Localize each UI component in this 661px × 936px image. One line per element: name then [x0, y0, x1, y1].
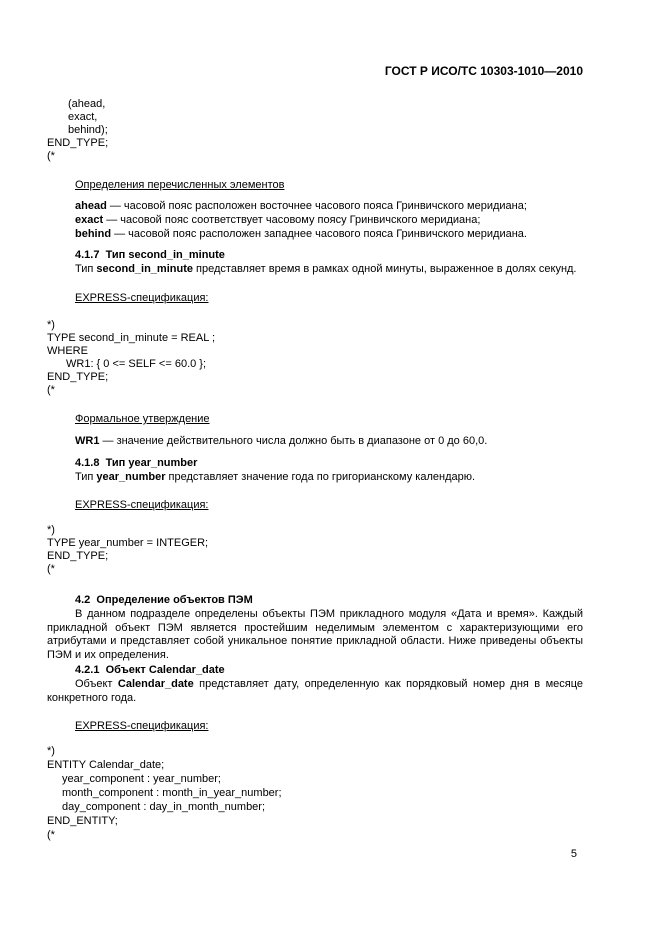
enum-def [75, 214, 480, 227]
section-heading: 4.2 Определение объектов ПЭМ [75, 594, 253, 606]
express-label: EXPRESS-спецификация: [75, 720, 209, 732]
code-line: *) [47, 745, 55, 757]
code-line: END_TYPE; [47, 550, 109, 562]
code-line: behind); [68, 124, 108, 136]
section-heading: 4.1.8 Тип year_number [75, 457, 198, 469]
code-line: END_TYPE; [47, 371, 109, 383]
desc-term: year_number [96, 471, 166, 483]
code-line: END_ENTITY; [47, 815, 118, 827]
enum-text: — часовой пояс расположен западнее часового пояса Гринвичского меридиана. [111, 228, 527, 240]
code-line: *) [47, 524, 55, 536]
desc-pre: Объект [75, 678, 118, 690]
desc-pre: Тип [75, 263, 97, 275]
desc-term: second_in_minute [96, 263, 193, 275]
code-line: month_component : month_in_year_number; [62, 787, 282, 799]
code-line: day_component : day_in_month_number; [62, 801, 266, 813]
desc-pre: Тип [75, 471, 97, 483]
code-line: TYPE second_in_minute = REAL ; [47, 332, 216, 344]
code-line: year_component : year_number; [62, 773, 221, 785]
section-paragraph [47, 608, 583, 662]
enum-term: exact [75, 214, 104, 226]
code-line: TYPE year_number = INTEGER; [47, 537, 209, 549]
rule-text: — значение действительного числа должно быть в диапазоне от 0 до 60,0. [99, 435, 488, 447]
enum-text: — часовой пояс расположен восточнее часового пояса Гринвичского меридиана; [106, 200, 527, 212]
enum-term: behind [75, 228, 112, 240]
code-line: exact, [68, 111, 98, 123]
express-label: EXPRESS-спецификация: [75, 292, 209, 304]
code-line: ENTITY Calendar_date; [47, 759, 165, 771]
page-header: ГОСТ Р ИСО/ТС 10303-1010—2010 [384, 64, 583, 78]
code-line: *) [47, 319, 55, 331]
page-number: 5 [570, 848, 577, 860]
section-desc [47, 678, 583, 705]
formal-rule [75, 435, 487, 448]
section-heading: 4.2.1 Объект Calendar_date [75, 664, 225, 676]
rule-term: WR1 [75, 435, 100, 447]
enum-defs-title: Определения перечисленных элементов [75, 179, 285, 191]
desc-term: Calendar_date [117, 678, 194, 690]
express-label: EXPRESS-спецификация: [75, 499, 209, 511]
enum-def [75, 200, 527, 213]
desc-post: представляет время в рамках одной минуты, выраженное в долях секунд. [192, 263, 577, 275]
code-line: (* [47, 563, 55, 575]
formal-title: Формальное утверждение [75, 413, 210, 425]
section-desc [75, 263, 577, 276]
code-line: END_TYPE; [47, 137, 109, 149]
code-line: (* [47, 150, 55, 162]
code-line: (* [47, 829, 55, 841]
desc-post: представляет значение года по григорианскому календарю. [165, 471, 476, 483]
enum-def [75, 228, 527, 241]
paragraph-text: В данном подразделе определены объекты ПЭМ прикладного модуля «Дата и время». Каждый прикладной объект ПЭМ является простейшим неделимым элементом с характеризующими его атрибутами и представляет собой уникальное понятие прикладной области. Ниже приведены объекты ПЭМ и их определения. [47, 608, 583, 661]
code-line: (ahead, [68, 98, 106, 110]
desc-post: представляет дату, определенную как порядковый номер дня в месяце конкретного года. [47, 678, 584, 704]
enum-text: — часовой пояс соответствует часовому поясу Гринвичского меридиана; [103, 214, 481, 226]
code-line: (* [47, 384, 55, 396]
code-line: WHERE [47, 345, 88, 357]
enum-term: ahead [75, 200, 107, 212]
section-desc [75, 471, 475, 484]
code-line: WR1: { 0 <= SELF <= 60.0 }; [66, 358, 207, 370]
section-heading: 4.1.7 Тип second_in_minute [75, 249, 225, 261]
